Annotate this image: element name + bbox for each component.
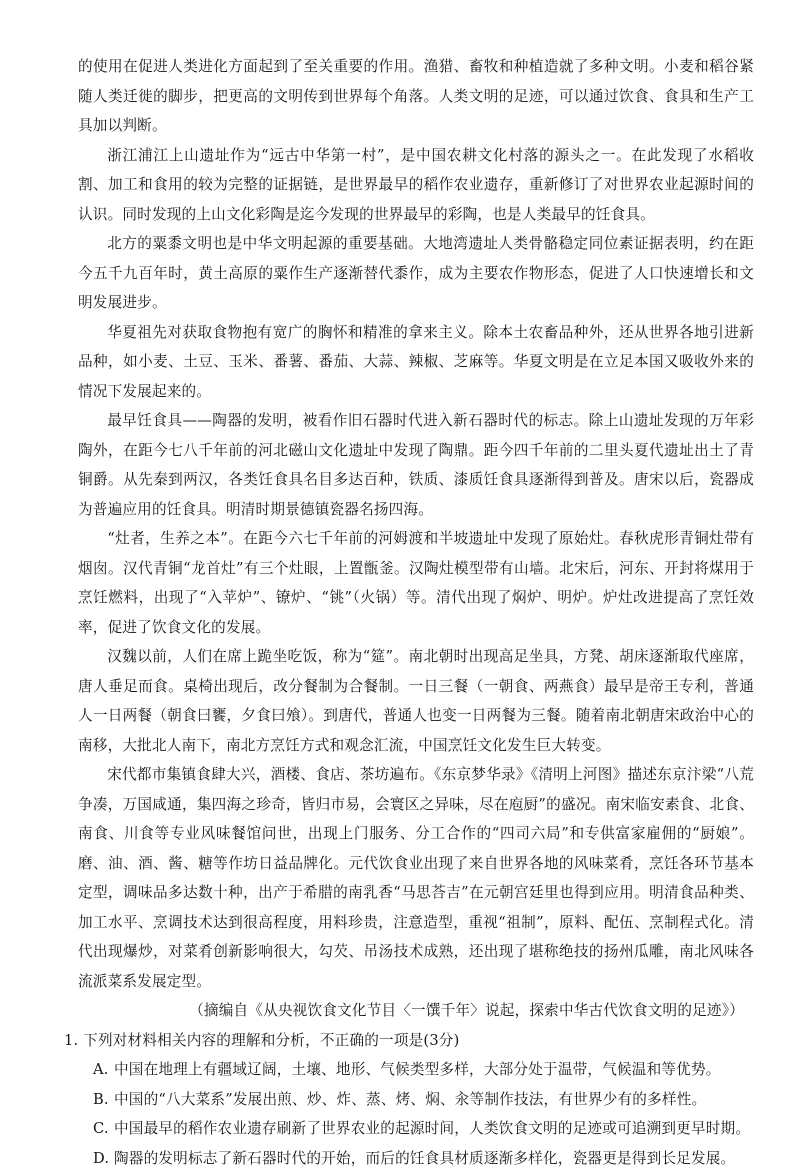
option-d[interactable] xyxy=(86,1144,754,1173)
question-stem: 1. 下列对材料相关内容的理解和分析，不正确的一项是(3分) xyxy=(64,1026,754,1056)
passage-source: （摘编自《从央视饮食文化节目〈一馔千年〉说起，探索中华古代饮食文明的足迹》） xyxy=(78,996,754,1026)
option-letter: B. xyxy=(93,1085,114,1115)
option-letter: A. xyxy=(93,1055,114,1085)
passage-paragraph-8: 宋代都市集镇食肆大兴，酒楼、食店、茶坊遍布。《东京梦华录》《清明上河图》描述东京汴梁“八荒争凑，万国咸通，集四海之珍奇，皆归市易，会寰区之异味，尽在庖厨”的盛况。南宋临安素食、北食、南食、川食等专业风味餐馆问世，出现上门服务、分工合作的“四司六局”和专供富家雇佣的“厨娘”。磨、油、酒、酱、糖等作坊日益品牌化。元代饮食业出现了来自世界各地的风味菜肴，烹饪各环节基本定型，调味品多达数十种，出产于希腊的南乳香“马思荅吉”在元朝宫廷里也得到应用。明清食品种类、加工水平、烹调技术达到很高程度，用料珍贵，注意造型，重视“祖制”，原料、配伍、烹制程式化。清代出现爆炒，对菜肴创新影响很大，勾芡、吊汤技术成熟，还出现了堪称绝技的扬州瓜雕，南北风味各流派菜系发展定型。 xyxy=(78,760,754,996)
question-1 xyxy=(78,1026,754,1173)
passage-paragraph-5: 最早饪食具——陶器的发明，被看作旧石器时代进入新石器时代的标志。除上山遗址发现的万年彩陶外，在距今七八千年前的河北磁山文化遗址中发现了陶鼎。距今四千年前的二里头夏代遗址出土了青铜爵。从先秦到两汉，各类饪食具名目多达百种，铁质、漆质饪食具逐渐得到普及。唐宋以后，瓷器成为普遍应用的饪食具。明清时期景德镇瓷器名扬四海。 xyxy=(78,406,754,524)
passage-paragraph-1: 的使用在促进人类进化方面起到了至关重要的作用。渔猎、畜牧和种植造就了多种文明。小麦和稻谷紧随人类迁徙的脚步，把更高的文明传到世界每个角落。人类文明的足迹，可以通过饮食、食具和生产工具加以判断。 xyxy=(78,52,754,141)
passage-paragraph-3: 北方的粟黍文明也是中华文明起源的重要基础。大地湾遗址人类骨骼稳定同位素证据表明，约在距今五千九百年时，黄土高原的粟作生产逐渐替代黍作，成为主要农作物形态，促进了人口快速增长和文明发展进步。 xyxy=(78,229,754,318)
passage-paragraph-7: 汉魏以前，人们在席上跪坐吃饭，称为“筵”。南北朝时出现高足坐具，方凳、胡床逐渐取代座席，唐人垂足而食。桌椅出现后，改分餐制为合餐制。一日三餐（一朝食、两燕食）最早是帝王专利，普通人一日两餐（朝食曰饔，夕食曰飧）。到唐代，普通人也变一日两餐为三餐。随着南北朝唐宋政治中心的南移，大批北人南下，南北方烹饪方式和观念汇流，中国烹饪文化发生巨大转变。 xyxy=(78,642,754,760)
option-b[interactable] xyxy=(86,1085,754,1115)
reading-passage xyxy=(78,52,754,996)
option-c[interactable] xyxy=(86,1114,754,1144)
option-a[interactable] xyxy=(86,1055,754,1085)
option-letter: C. xyxy=(93,1114,114,1144)
passage-paragraph-6: “灶者，生养之本”。在距今六七千年前的河姆渡和半坡遗址中发现了原始灶。春秋虎形青铜灶带有烟囱。汉代青铜“龙首灶”有三个灶眼，上置甑釜。汉陶灶模型带有山墙。北宋后，河东、开封将煤用于烹饪燃料，出现了“入苹炉”、镣炉、“铫”（火锅）等。清代出现了焖炉、明炉。炉灶改进提高了烹饪效率，促进了饮食文化的发展。 xyxy=(78,524,754,642)
passage-paragraph-2: 浙江浦江上山遗址作为“远古中华第一村”，是中国农耕文化村落的源头之一。在此发现了水稻收割、加工和食用的较为完整的证据链，是世界最早的稻作农业遗存，重新修订了对世界农业起源时间的认识。同时发现的上山文化彩陶是迄今发现的世界最早的彩陶，也是人类最早的饪食具。 xyxy=(78,141,754,230)
passage-paragraph-4: 华夏祖先对获取食物抱有宽广的胸怀和精准的拿来主义。除本土农畜品种外，还从世界各地引进新品种，如小麦、土豆、玉米、番薯、番茄、大蒜、辣椒、芝麻等。华夏文明是在立足本国又吸收外来的情况下发展起来的。 xyxy=(78,318,754,407)
option-text: 中国最早的稻作农业遗存刷新了世界农业的起源时间，人类饮食文明的足迹或可追溯到更早时期。 xyxy=(114,1120,750,1137)
option-letter: D. xyxy=(93,1144,114,1173)
option-text: 中国在地理上有疆域辽阔，土壤、地形、气候类型多样，大部分处于温带，气候温和等优势。 xyxy=(114,1061,721,1078)
option-text: 中国的“八大菜系”发展出煎、炒、炸、蒸、烤、焖、汆等制作技法，有世界少有的多样性。 xyxy=(114,1091,706,1108)
option-text: 陶器的发明标志了新石器时代的开始，而后的饪食具材质逐渐多样化，瓷器更是得到长足发展。 xyxy=(114,1150,735,1167)
